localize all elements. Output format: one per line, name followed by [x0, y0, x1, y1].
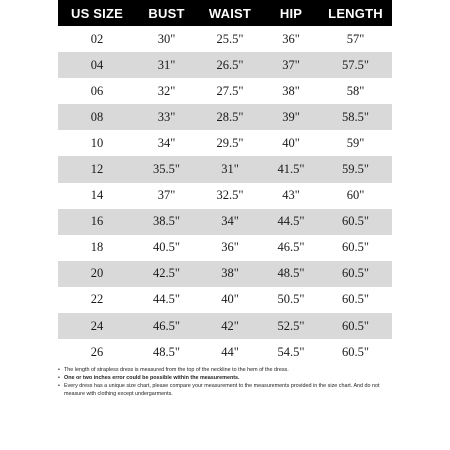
cell-bust: 31" [157, 57, 176, 72]
measurement-notes [58, 366, 398, 398]
cell-length: 59" [346, 135, 365, 150]
cell-hip: 39" [282, 109, 300, 124]
cell-hip: 52.5" [277, 318, 305, 333]
header-hip: HIP [279, 5, 303, 21]
table-row [58, 287, 392, 313]
cell-waist: 38" [221, 266, 239, 281]
cell-hip: 54.5" [277, 344, 305, 359]
cell-us-size: 22 [90, 292, 104, 307]
cell-waist: 32.5" [216, 188, 244, 203]
cell-bust: 30" [157, 31, 176, 46]
cell-bust: 37" [157, 188, 176, 203]
cell-hip: 46.5" [277, 240, 305, 255]
table-row [58, 261, 392, 287]
note-item [58, 374, 398, 382]
cell-waist: 29.5" [216, 135, 244, 150]
cell-length: 60.5" [342, 292, 369, 307]
note-item [58, 382, 398, 398]
cell-waist: 31" [221, 162, 239, 177]
header-length: LENGTH [328, 5, 383, 21]
cell-waist: 34" [221, 214, 239, 229]
cell-hip: 50.5" [277, 292, 305, 307]
note-text: Every dress has a unique size chart, please compare your measurement to the measurements provided in the size chart. And do not measure with clothing except undergarments. [64, 383, 380, 397]
bullet-icon: • [58, 383, 60, 389]
cell-waist: 42" [221, 318, 239, 333]
cell-us-size: 16 [90, 214, 104, 229]
cell-length: 57" [346, 31, 365, 46]
cell-us-size: 20 [90, 266, 104, 281]
cell-hip: 38" [282, 83, 300, 98]
cell-length: 59.5" [342, 162, 369, 177]
cell-us-size: 04 [90, 57, 104, 72]
cell-us-size: 14 [90, 188, 104, 203]
cell-hip: 40" [282, 135, 300, 150]
cell-bust: 35.5" [153, 162, 180, 177]
cell-waist: 27.5" [216, 83, 244, 98]
cell-length: 60.5" [342, 240, 369, 255]
cell-waist: 36" [221, 240, 239, 255]
cell-us-size: 06 [90, 83, 104, 98]
cell-bust: 34" [157, 135, 176, 150]
cell-bust: 46.5" [153, 318, 180, 333]
cell-bust: 48.5" [153, 344, 180, 359]
cell-length: 60" [346, 188, 365, 203]
cell-us-size: 02 [90, 31, 104, 46]
cell-length: 60.5" [342, 344, 369, 359]
table-row [58, 78, 392, 104]
cell-waist: 28.5" [216, 109, 244, 124]
table-row [58, 183, 392, 209]
cell-bust: 44.5" [153, 292, 180, 307]
cell-bust: 40.5" [153, 240, 180, 255]
table-row [58, 209, 392, 235]
table-row [58, 339, 392, 365]
cell-hip: 36" [282, 31, 300, 46]
cell-hip: 43" [282, 188, 300, 203]
cell-length: 58.5" [342, 109, 369, 124]
cell-bust: 32" [157, 83, 176, 98]
bullet-icon: • [58, 367, 60, 373]
table-row [58, 104, 392, 130]
header-us-size: US SIZE [71, 5, 123, 21]
cell-us-size: 18 [90, 240, 104, 255]
cell-us-size: 10 [90, 135, 104, 150]
cell-bust: 38.5" [153, 214, 180, 229]
note-item [58, 366, 398, 374]
cell-length: 57.5" [342, 57, 369, 72]
bullet-icon: • [58, 375, 60, 381]
cell-us-size: 26 [90, 344, 104, 359]
cell-length: 58" [346, 83, 365, 98]
cell-length: 60.5" [342, 214, 369, 229]
size-chart-table [58, 0, 392, 365]
table-row [58, 26, 392, 52]
cell-hip: 37" [282, 57, 300, 72]
cell-bust: 33" [157, 109, 176, 124]
cell-waist: 44" [221, 344, 239, 359]
cell-us-size: 12 [90, 162, 104, 177]
cell-hip: 41.5" [277, 162, 305, 177]
cell-us-size: 08 [90, 109, 104, 124]
header-bust: BUST [148, 5, 185, 21]
cell-waist: 25.5" [216, 31, 244, 46]
table-row [58, 313, 392, 339]
header-waist: WAIST [208, 5, 252, 21]
cell-waist: 26.5" [216, 57, 244, 72]
note-text: One or two inches error could be possible within the measurements. [64, 375, 240, 381]
cell-us-size: 24 [90, 318, 104, 333]
table-row [58, 52, 392, 78]
note-text: The length of strapless dress is measured from the top of the neckline to the hem of the dress. [64, 367, 289, 373]
table-row [58, 235, 392, 261]
cell-length: 60.5" [342, 266, 369, 281]
cell-length: 60.5" [342, 318, 369, 333]
table-row [58, 130, 392, 156]
cell-hip: 48.5" [277, 266, 305, 281]
cell-waist: 40" [221, 292, 239, 307]
table-body [58, 26, 392, 365]
table-row [58, 156, 392, 182]
cell-hip: 44.5" [277, 214, 305, 229]
cell-bust: 42.5" [153, 266, 180, 281]
table-header [58, 0, 392, 26]
